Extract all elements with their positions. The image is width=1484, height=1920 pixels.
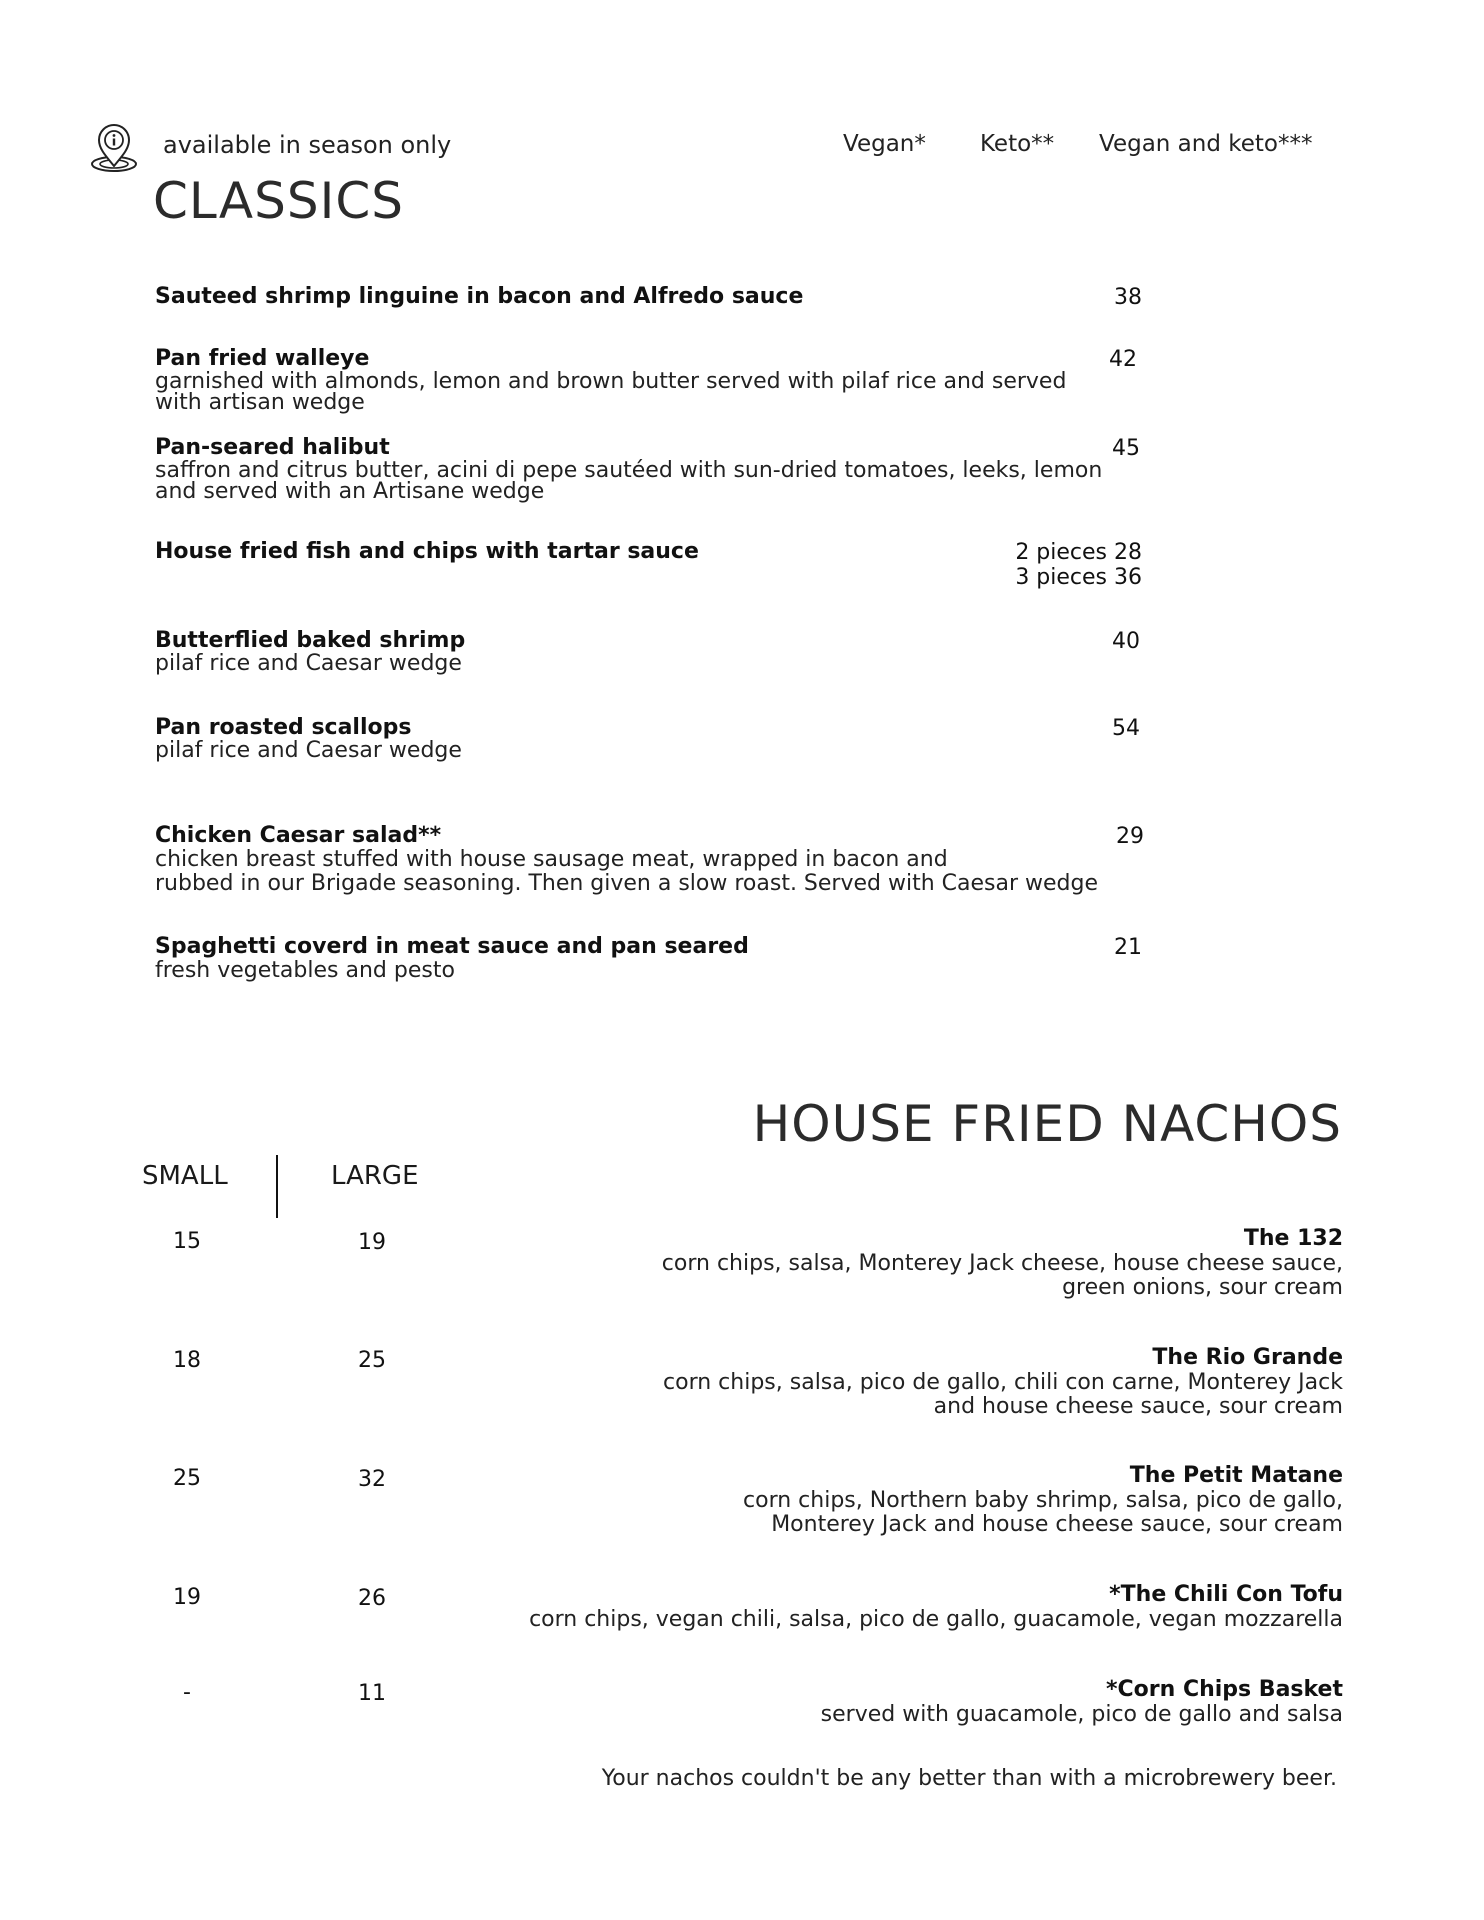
item-description: with artisan wedge (155, 390, 365, 415)
menu-item (155, 346, 1137, 415)
item-description: corn chips, vegan chili, salsa, pico de gallo, guacamole, vegan mozzarella (529, 1607, 1343, 1632)
nacho-item (443, 1582, 1343, 1632)
item-price: 40 (1112, 629, 1140, 654)
item-description: green onions, sour cream (1062, 1275, 1343, 1300)
item-description: Monterey Jack and house cheese sauce, sour cream (771, 1512, 1343, 1537)
item-description: saffron and citrus butter, acini di pepe sautéed with sun-dried tomatoes, leeks, lemon (155, 458, 1103, 483)
menu-item (155, 715, 1140, 763)
small-price: - (183, 1680, 191, 1705)
nachos-title: HOUSE FRIED NACHOS (752, 1095, 1342, 1153)
nachos-footer-note: Your nachos couldn't be any better than with a microbrewery beer. (601, 1766, 1337, 1791)
price-option: 3 pieces 36 (1015, 565, 1142, 590)
small-price: 19 (173, 1585, 201, 1610)
item-price: 42 (1109, 347, 1137, 372)
item-name: Pan-seared halibut (155, 435, 390, 460)
item-name: Chicken Caesar salad** (155, 823, 442, 848)
item-name: *The Chili Con Tofu (1109, 1582, 1343, 1607)
item-name: Sauteed shrimp linguine in bacon and Alfredo sauce (155, 284, 804, 309)
item-description: rubbed in our Brigade seasoning. Then given a slow roast. Served with Caesar wedge (155, 871, 1099, 896)
item-price (1015, 540, 1142, 590)
item-name: The Petit Matane (1129, 1463, 1343, 1488)
location-info-icon (88, 122, 140, 174)
item-name: Butterflied baked shrimp (155, 628, 466, 653)
item-name: *Corn Chips Basket (1106, 1677, 1343, 1702)
menu-item (155, 284, 1142, 310)
large-price: 25 (358, 1348, 386, 1373)
item-description: chicken breast stuffed with house sausage meat, wrapped in bacon and (155, 847, 948, 872)
vegan-keto-legend-label: Vegan and keto*** (1099, 131, 1313, 157)
item-name: Spaghetti coverd in meat sauce and pan seared (155, 934, 749, 959)
item-description: pilaf rice and Caesar wedge (155, 651, 462, 676)
item-description: corn chips, Northern baby shrimp, salsa, pico de gallo, (743, 1488, 1343, 1513)
item-description: pilaf rice and Caesar wedge (155, 738, 462, 763)
menu-item (155, 539, 1142, 590)
vegan-legend-label: Vegan* (843, 131, 926, 157)
column-divider (276, 1155, 278, 1218)
small-price: 25 (173, 1466, 201, 1491)
large-column-header: LARGE (331, 1161, 419, 1191)
item-name: The Rio Grande (1152, 1345, 1343, 1370)
item-price: 21 (1114, 935, 1142, 960)
item-name: Pan roasted scallops (155, 715, 412, 740)
item-description: and house cheese sauce, sour cream (933, 1394, 1343, 1419)
price-option: 2 pieces 28 (1015, 540, 1142, 565)
small-price: 18 (173, 1348, 201, 1373)
menu-item (155, 628, 1140, 676)
season-legend-label: available in season only (163, 131, 452, 159)
item-description: and served with an Artisane wedge (155, 479, 545, 504)
large-price: 19 (358, 1230, 386, 1255)
menu-item (155, 934, 1142, 983)
large-price: 11 (358, 1681, 386, 1706)
nacho-item (443, 1677, 1343, 1727)
small-price: 15 (173, 1229, 201, 1254)
small-column-header: SMALL (142, 1161, 228, 1191)
large-price: 32 (358, 1467, 386, 1492)
large-price: 26 (358, 1586, 386, 1611)
item-description: corn chips, salsa, Monterey Jack cheese, house cheese sauce, (661, 1251, 1343, 1276)
item-name: Pan fried walleye (155, 346, 370, 371)
nacho-item (443, 1463, 1343, 1537)
item-name: House fried fish and chips with tartar sauce (155, 539, 699, 564)
item-price: 45 (1112, 436, 1140, 461)
item-description: served with guacamole, pico de gallo and salsa (820, 1702, 1343, 1727)
menu-item (155, 823, 1144, 896)
keto-legend-label: Keto** (980, 131, 1055, 157)
item-name: The 132 (1243, 1226, 1343, 1251)
item-description: fresh vegetables and pesto (155, 958, 455, 983)
nacho-item (443, 1345, 1343, 1419)
item-description: garnished with almonds, lemon and brown butter served with pilaf rice and served (155, 369, 1067, 394)
item-price: 38 (1114, 285, 1142, 310)
classics-title: CLASSICS (153, 172, 404, 230)
menu-item (155, 435, 1140, 504)
item-price: 54 (1112, 716, 1140, 741)
item-description: corn chips, salsa, pico de gallo, chili con carne, Monterey Jack (663, 1370, 1343, 1395)
nacho-item (443, 1226, 1343, 1300)
item-price: 29 (1116, 824, 1144, 849)
